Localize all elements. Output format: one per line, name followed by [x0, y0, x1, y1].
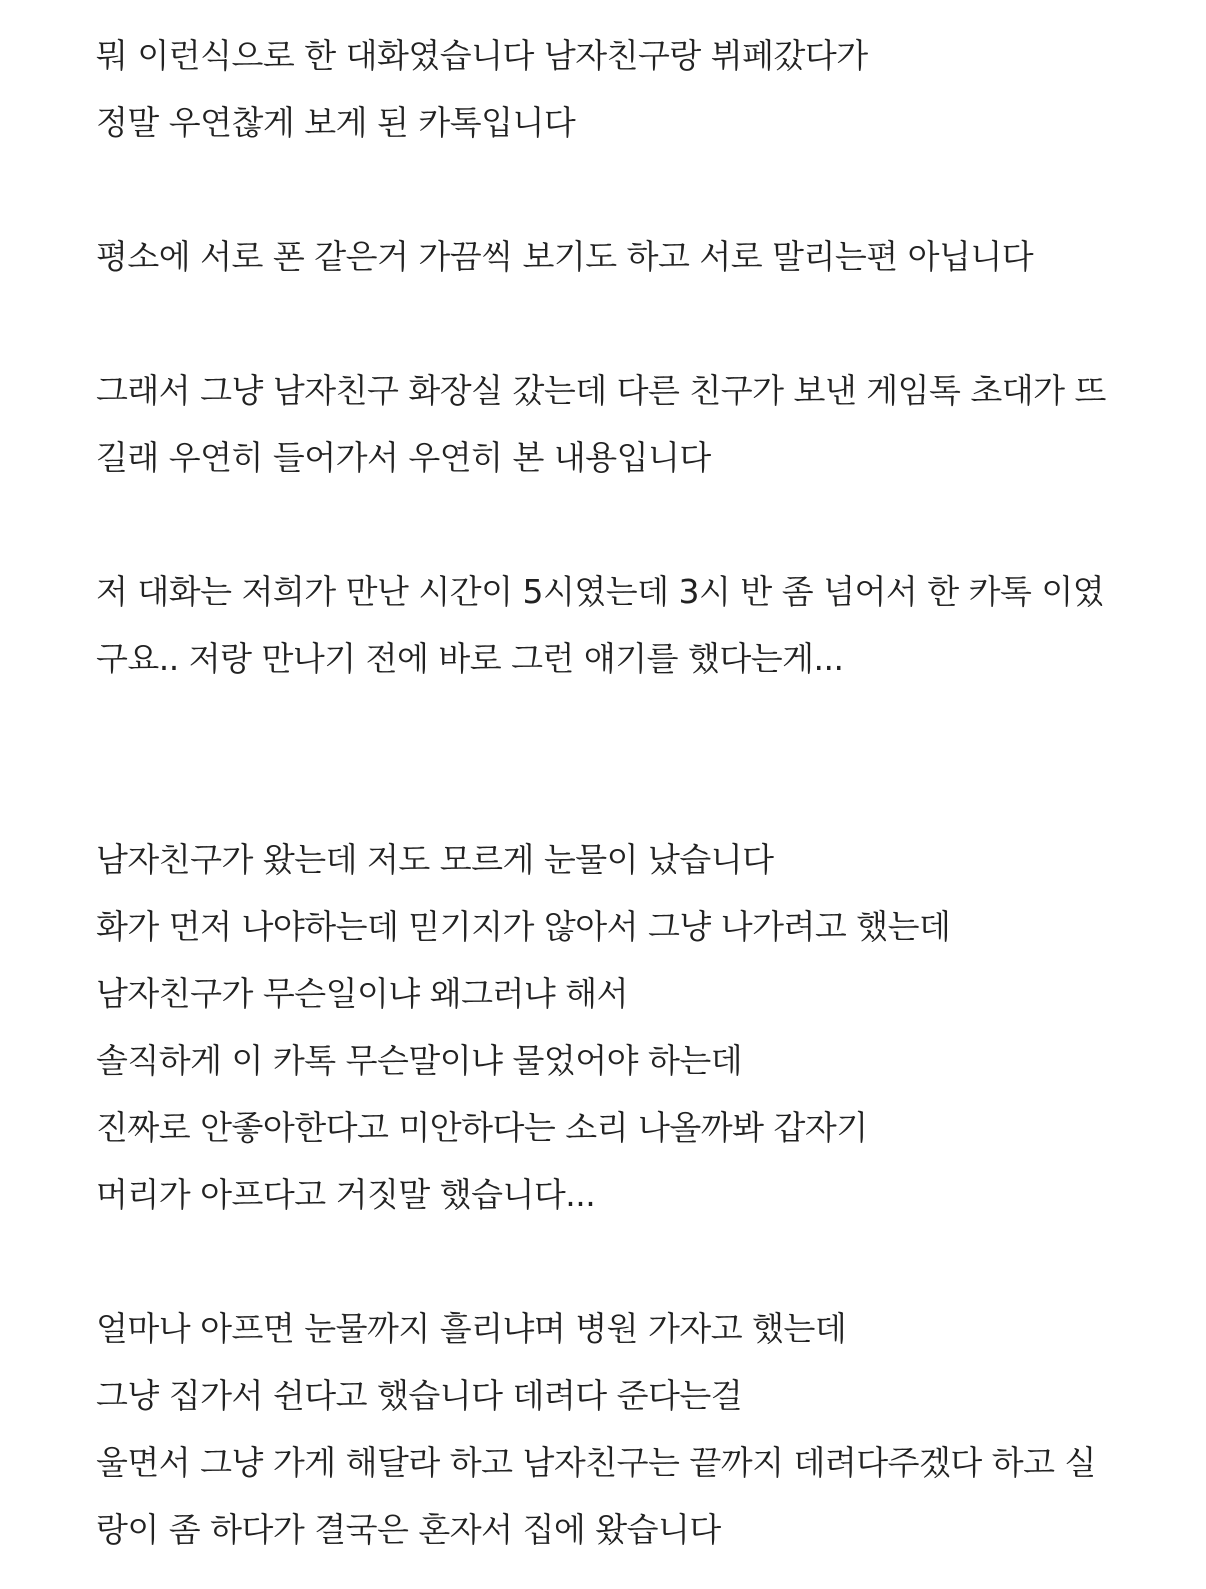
paragraph: [96, 223, 1176, 290]
text-line: 저 대화는 저희가 만난 시간이 5시였는데 3시 반 좀 넘어서 한 카톡 이였: [96, 572, 1105, 611]
text-line: 머리가 아프다고 거짓말 했습니다...: [96, 1175, 596, 1214]
paragraph-spacer: [96, 692, 1176, 826]
text-line: 평소에 서로 폰 같은거 가끔씩 보기도 하고 서로 말리는편 아닙니다: [96, 237, 1034, 276]
paragraph-spacer: [96, 491, 1176, 558]
text-line: 진짜로 안좋아한다고 미안하다는 소리 나올까봐 갑자기: [96, 1108, 868, 1147]
paragraph-spacer: [96, 1228, 1176, 1295]
text-line: 구요.. 저랑 만나기 전에 바로 그런 얘기를 했다는게...: [96, 639, 844, 678]
paragraph: [96, 22, 1176, 156]
paragraph-spacer: [96, 156, 1176, 223]
text-line: 랑이 좀 하다가 결국은 혼자서 집에 왔습니다: [96, 1510, 721, 1549]
text-line: 솔직하게 이 카톡 무슨말이냐 물었어야 하는데: [96, 1041, 743, 1080]
text-line: 남자친구가 무슨일이냐 왜그러냐 해서: [96, 974, 629, 1013]
text-line: 뭐 이런식으로 한 대화였습니다 남자친구랑 뷔페갔다가: [96, 36, 868, 75]
text-line: 길래 우연히 들어가서 우연히 본 내용입니다: [96, 438, 711, 477]
text-line: 남자친구가 왔는데 저도 모르게 눈물이 났습니다: [96, 840, 774, 879]
text-line: 그래서 그냥 남자친구 화장실 갔는데 다른 친구가 보낸 게임톡 초대가 뜨: [96, 371, 1106, 410]
paragraph: [96, 826, 1176, 1228]
post-body: [96, 22, 1176, 1563]
paragraph-spacer: [96, 290, 1176, 357]
paragraph: [96, 1295, 1176, 1563]
paragraph: [96, 357, 1176, 491]
text-line: 얼마나 아프면 눈물까지 흘리냐며 병원 가자고 했는데: [96, 1309, 847, 1348]
text-line: 울면서 그냥 가게 해달라 하고 남자친구는 끝까지 데려다주겠다 하고 실: [96, 1443, 1096, 1482]
text-line: 정말 우연찮게 보게 된 카톡입니다: [96, 103, 576, 142]
paragraph: [96, 558, 1176, 692]
text-line: 그냥 집가서 쉰다고 했습니다 데려다 준다는걸: [96, 1376, 743, 1415]
text-line: 화가 먼저 나야하는데 믿기지가 않아서 그냥 나가려고 했는데: [96, 907, 951, 946]
